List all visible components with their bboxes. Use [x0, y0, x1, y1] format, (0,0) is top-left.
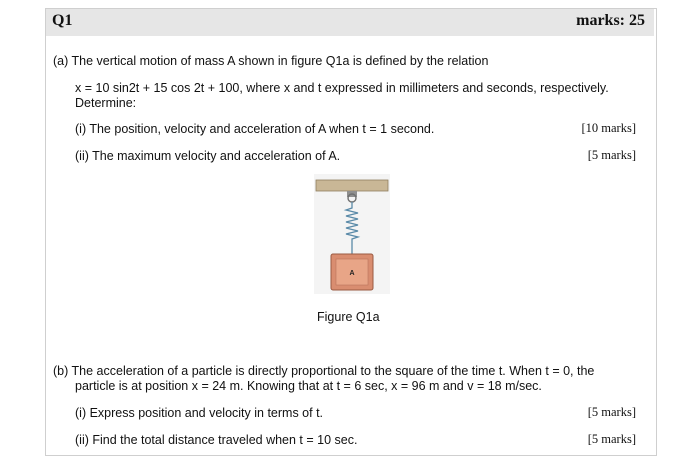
- part-a-item-2: (ii) The maximum velocity and acceleration of A.: [75, 149, 341, 163]
- mass-label: A: [349, 270, 355, 277]
- spring-mass-diagram: [314, 174, 390, 294]
- question-number: Q1: [52, 12, 73, 29]
- part-b-line-1: (b) The acceleration of a particle is directly proportional to the square of the time t. When t = 0, the: [53, 364, 595, 378]
- figure-q1a: [314, 174, 390, 294]
- total-marks: marks: 25: [576, 12, 645, 29]
- part-a-intro: (a) The vertical motion of mass A shown in figure Q1a is defined by the relation: [53, 54, 489, 68]
- part-b-line-2: particle is at position x = 24 m. Knowing that at t = 6 sec, x = 96 m and v = 18 m/sec.: [75, 379, 542, 393]
- part-a-item-2-marks: [5 marks]: [587, 148, 636, 162]
- part-a-item-1: (i) The position, velocity and acceleration of A when t = 1 second.: [75, 122, 435, 136]
- figure-caption: Figure Q1a: [317, 310, 380, 324]
- part-b-item-1: (i) Express position and velocity in terms of t.: [75, 406, 324, 420]
- part-a-item-1-marks: [10 marks]: [581, 121, 636, 135]
- part-b-item-2-marks: [5 marks]: [587, 432, 636, 446]
- part-b-item-2: (ii) Find the total distance traveled when t = 10 sec.: [75, 433, 358, 447]
- ceiling-support: [316, 180, 388, 191]
- part-a-equation: x = 10 sin2t + 15 cos 2t + 100, where x and t expressed in millimeters and seconds, respectively.: [75, 81, 609, 95]
- question-header: [46, 9, 654, 36]
- part-a-determine: Determine:: [75, 96, 137, 110]
- part-b-item-1-marks: [5 marks]: [587, 405, 636, 419]
